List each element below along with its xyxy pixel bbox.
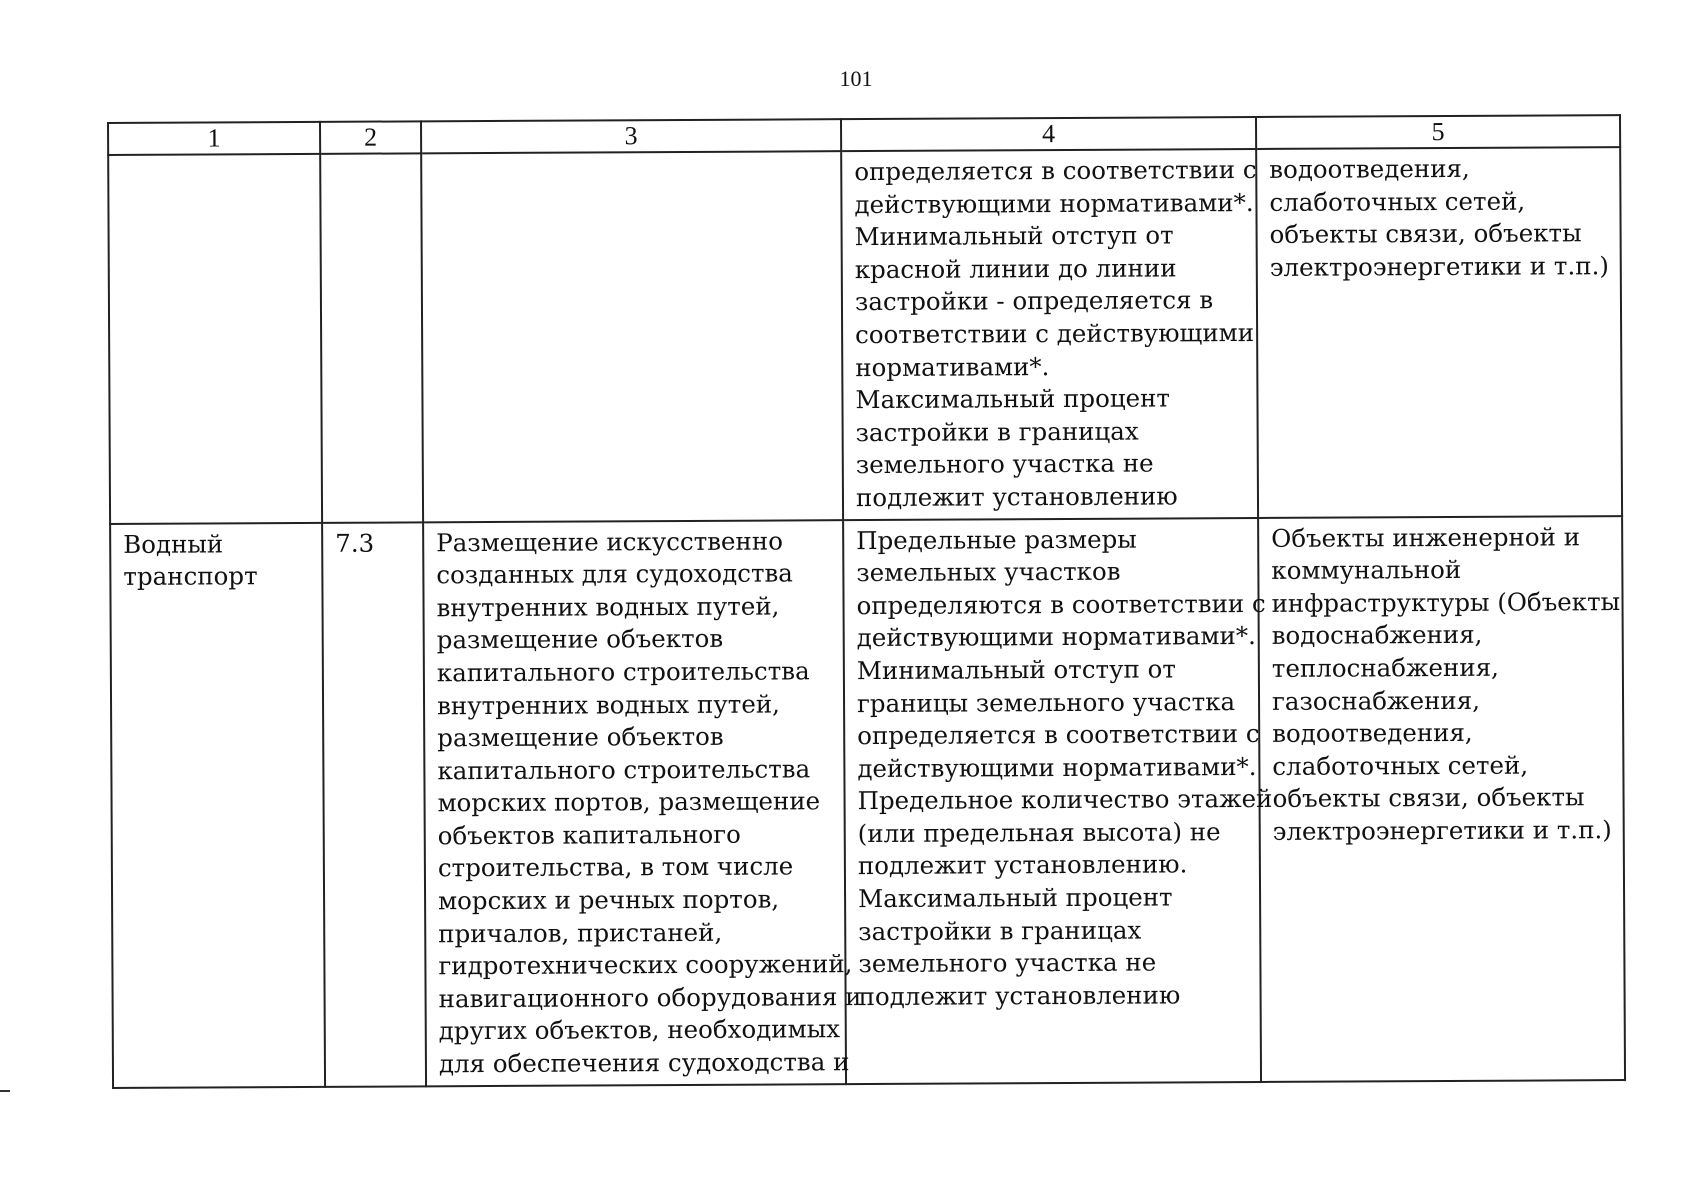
cell-text-line: застройки в границах — [855, 416, 1139, 447]
cell-text-line: гидротехнических сооружений, — [438, 949, 853, 981]
table-cell — [320, 153, 423, 522]
cell-text-line: определяется в соответствии с — [857, 719, 1260, 751]
table-cell-parameters — [843, 518, 1273, 1084]
table-cell — [108, 154, 322, 524]
table-row-continuation — [108, 147, 1622, 523]
cell-text-line: капитального строительства — [437, 754, 811, 785]
cell-text-line: Минимальный отступ от — [856, 654, 1176, 685]
table-cell-code — [322, 522, 426, 1087]
cell-text-line: Максимальный процент — [858, 882, 1173, 914]
cell-text-line: действующими нормативами*. — [856, 621, 1256, 653]
header-col-4: 4 — [841, 117, 1256, 151]
cell-text-line: границы земельного участка — [856, 686, 1236, 718]
cell-text-line: Водный — [123, 528, 224, 559]
cell-text-line: газоснабжения, — [1271, 685, 1481, 716]
cell-text-line: объекты связи, объекты — [1272, 782, 1585, 814]
cell-text-line: Размещение искусственно — [436, 525, 783, 557]
cell-text-line: Минимальный отступ от — [854, 220, 1174, 252]
cell-text-line: Предельное количество этажей — [857, 784, 1273, 816]
cell-text-line: нормативами*. — [855, 351, 1050, 382]
margin-mark — [0, 1090, 10, 1092]
cell-text-line: (или предельная высота) не — [857, 817, 1221, 848]
table-cell — [421, 151, 843, 522]
table-cell-auxiliary-uses — [1256, 147, 1622, 517]
cell-text-line: причалов, пристаней, — [438, 917, 723, 948]
cell-text-line: навигационного оборудования и — [438, 981, 862, 1014]
cell-text-line: размещение объектов — [436, 624, 724, 655]
cell-text-line: коммунальной — [1271, 555, 1462, 586]
table-cell-auxiliary-uses — [1258, 516, 1625, 1082]
table-cell-use-type — [110, 522, 325, 1087]
page-number: 101 — [839, 66, 873, 91]
cell-text-line: определяются в соответствии с — [856, 588, 1266, 620]
cell-text-line: объектов капитального — [437, 819, 741, 851]
cell-text-line: слаботочных сетей, — [1269, 186, 1526, 217]
cell-text-line: электроэнергетики и т.п.) — [1269, 250, 1609, 282]
cell-text-line: подлежит установлению — [858, 980, 1181, 1011]
header-col-3: 3 — [421, 119, 841, 153]
cell-text-line: 7.3 — [335, 528, 375, 558]
cell-text-line: водоотведения, — [1272, 717, 1473, 749]
cell-text-line: созданных для судоходства — [436, 558, 793, 590]
table-row-water-transport — [110, 516, 1625, 1088]
cell-text-line: других объектов, необходимых — [438, 1014, 841, 1046]
cell-text-line: действующими нормативами*. — [854, 187, 1254, 219]
cell-text-line: водоотведения, — [1269, 153, 1470, 184]
header-col-1: 1 — [108, 122, 320, 155]
cell-text-line: действующими нормативами*. — [857, 751, 1257, 783]
cell-text-line: внутренних водных путей, — [436, 591, 780, 622]
regulations-table — [107, 114, 1626, 1089]
cell-text-line: размещение объектов — [437, 721, 724, 753]
cell-text-line: подлежит установлению. — [857, 849, 1188, 881]
cell-text-line: морских и речных портов, — [438, 884, 780, 916]
cell-text-line: внутренних водных путей, — [436, 688, 780, 720]
cell-text-line: определяется в соответствии с — [854, 154, 1257, 187]
cell-text-line: водоснабжения, — [1271, 620, 1483, 651]
cell-text-line: морских портов, размещение — [437, 786, 821, 818]
cell-text-line: Объекты инженерной и — [1271, 521, 1581, 553]
cell-text-line: земельных участков — [856, 556, 1121, 588]
cell-text-line: электроэнергетики и т.п.) — [1272, 815, 1612, 846]
cell-text-line: слаботочных сетей, — [1272, 750, 1529, 781]
cell-text-line: для обеспечения судоходства и — [438, 1047, 850, 1079]
cell-text-line: красной линии до линии — [854, 253, 1177, 284]
header-col-5: 5 — [1256, 115, 1620, 149]
cell-text-line: теплоснабжения, — [1271, 652, 1499, 683]
cell-text-line: транспорт — [123, 561, 258, 592]
cell-text-line: подлежит установлению — [855, 481, 1178, 513]
cell-text-line: земельного участка не — [855, 448, 1154, 480]
header-col-2: 2 — [320, 121, 421, 154]
cell-text-line: застройки в границах — [858, 915, 1142, 946]
cell-text-line: Максимальный процент — [855, 383, 1171, 415]
cell-text-line: Предельные размеры — [856, 524, 1137, 555]
cell-text-line: инфраструктуры (Объекты — [1271, 586, 1621, 618]
cell-text-line: капитального строительства — [436, 656, 810, 688]
cell-text-line: застройки - определяется в — [854, 285, 1214, 317]
table-cell-description — [423, 520, 862, 1086]
cell-text-line: объекты связи, объекты — [1269, 218, 1582, 250]
table-cell-parameters — [841, 149, 1258, 520]
cell-text-line: строительства, в том числе — [437, 851, 794, 883]
cell-text-line: земельного участка не — [858, 947, 1157, 979]
cell-text-line: соответствии с действующими — [855, 317, 1255, 350]
